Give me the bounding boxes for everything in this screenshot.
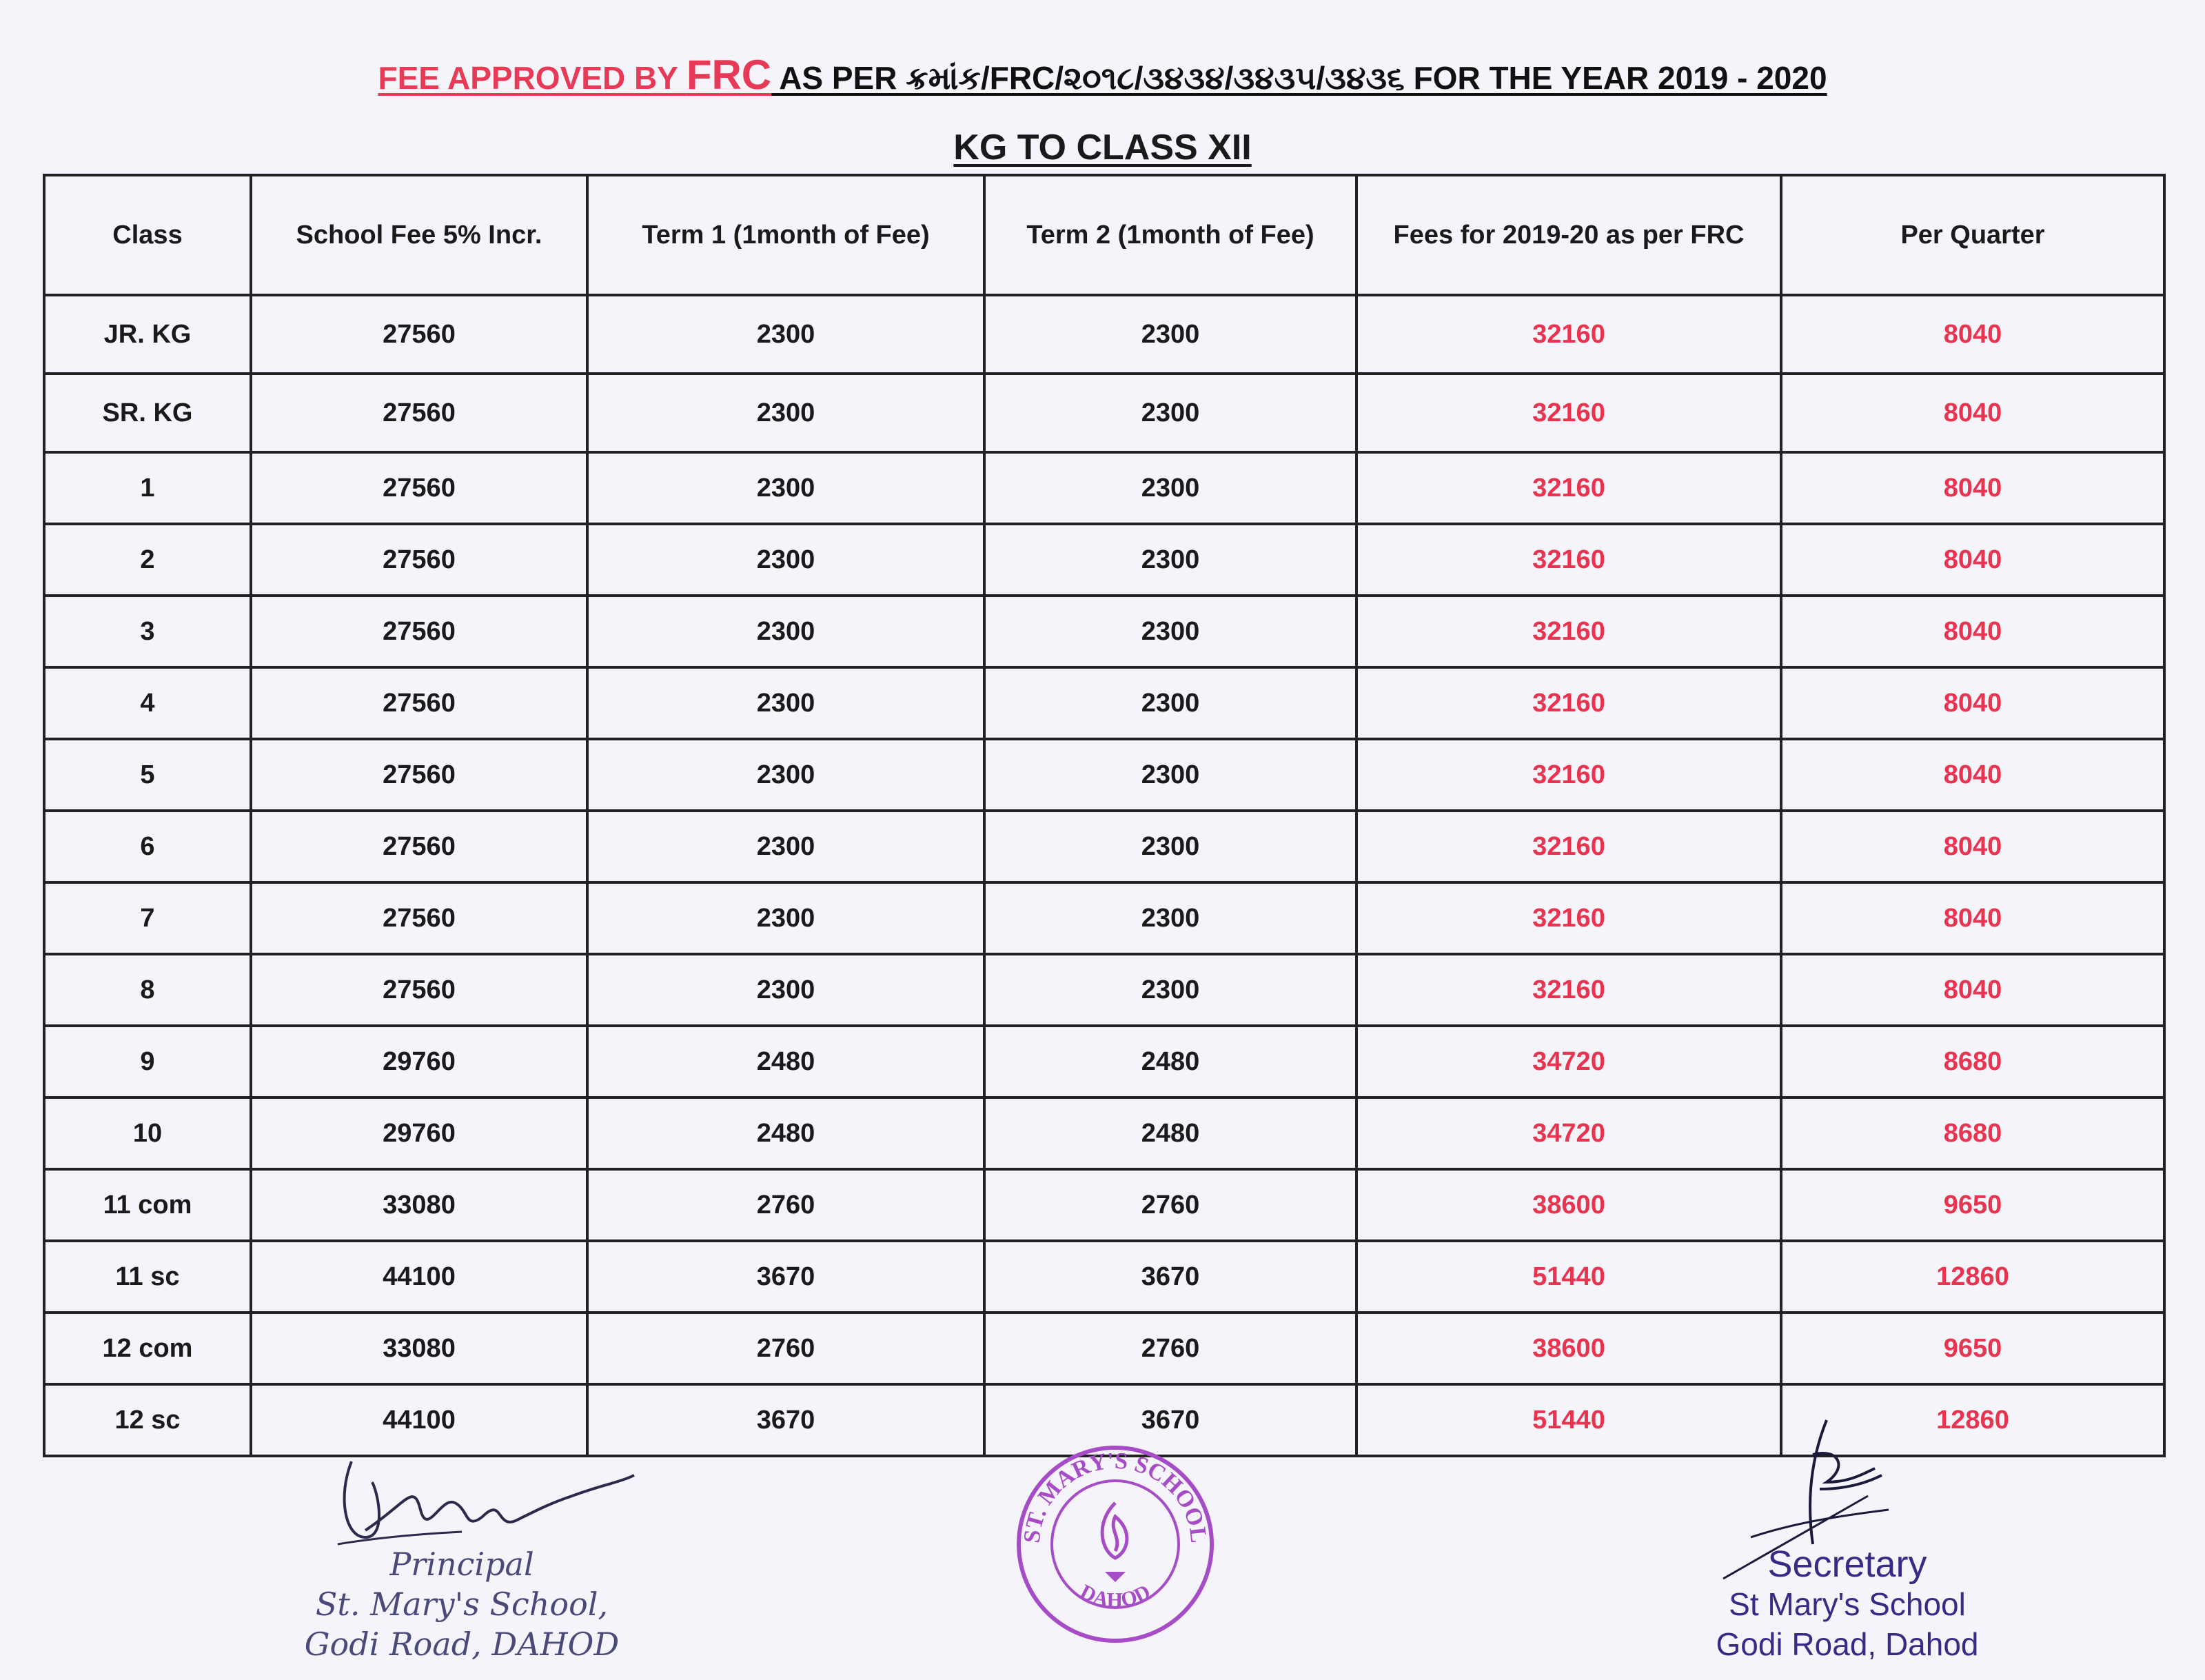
table-cell: SR. KG [44, 374, 251, 452]
table-cell: 2760 [587, 1169, 984, 1241]
table-header-row [44, 175, 2164, 295]
table-cell: 8040 [1781, 739, 2164, 811]
title-approved-text: FEE APPROVED BY [378, 60, 687, 96]
table-cell: 27560 [251, 374, 587, 452]
table-cell: 8040 [1781, 882, 2164, 954]
table-cell: 32160 [1356, 667, 1781, 739]
table-cell: 5 [44, 739, 251, 811]
column-header: School Fee 5% Incr. [251, 175, 587, 295]
table-cell: 2300 [587, 374, 984, 452]
svg-text:DAHOD [1077, 1580, 1155, 1612]
table-cell: 2760 [984, 1313, 1356, 1384]
secretary-block [1668, 1544, 2026, 1664]
table-cell: 9650 [1781, 1169, 2164, 1241]
table-cell: 29760 [251, 1026, 587, 1097]
table-cell: 2300 [587, 596, 984, 667]
table-cell: 32160 [1356, 739, 1781, 811]
table-cell: 3670 [984, 1241, 1356, 1313]
column-header: Term 1 (1month of Fee) [587, 175, 984, 295]
table-row [44, 1097, 2164, 1169]
table-cell: 8680 [1781, 1026, 2164, 1097]
table-cell: 2300 [984, 811, 1356, 882]
table-row [44, 667, 2164, 739]
table-cell: 9650 [1781, 1313, 2164, 1384]
table-cell: 2300 [984, 596, 1356, 667]
table-cell: 12 sc [44, 1384, 251, 1456]
table-row [44, 1169, 2164, 1241]
table-cell: 51440 [1356, 1241, 1781, 1313]
table-cell: 8040 [1781, 954, 2164, 1026]
table-cell: 6 [44, 811, 251, 882]
table-cell: 27560 [251, 596, 587, 667]
table-cell: 2300 [587, 452, 984, 524]
table-cell: 2300 [984, 452, 1356, 524]
table-cell: 44100 [251, 1241, 587, 1313]
secretary-school: St Mary's School [1729, 1586, 1966, 1622]
fee-table [43, 174, 2166, 1457]
table-cell: 2300 [984, 295, 1356, 374]
table-row [44, 295, 2164, 374]
column-header: Class [44, 175, 251, 295]
table-row [44, 374, 2164, 452]
table-cell: 2480 [984, 1097, 1356, 1169]
table-cell: 9 [44, 1026, 251, 1097]
table-cell: 8040 [1781, 596, 2164, 667]
table-cell: JR. KG [44, 295, 251, 374]
table-cell: 8040 [1781, 374, 2164, 452]
principal-role: Principal [389, 1546, 534, 1583]
table-cell: 38600 [1356, 1313, 1781, 1384]
table-cell: 27560 [251, 882, 587, 954]
principal-block [289, 1544, 634, 1664]
table-row [44, 1313, 2164, 1384]
table-cell: 44100 [251, 1384, 587, 1456]
table-cell: 33080 [251, 1169, 587, 1241]
table-cell: 2300 [587, 954, 984, 1026]
secretary-role: Secretary [1767, 1544, 1927, 1585]
table-cell: 2300 [587, 882, 984, 954]
table-cell: 2300 [587, 811, 984, 882]
table-cell: 12860 [1781, 1241, 2164, 1313]
table-cell: 32160 [1356, 954, 1781, 1026]
table-row [44, 954, 2164, 1026]
document-subtitle: KG TO CLASS XII [953, 128, 1252, 168]
table-cell: 8040 [1781, 452, 2164, 524]
table-cell: 8680 [1781, 1097, 2164, 1169]
table-cell: 2300 [984, 374, 1356, 452]
table-row [44, 882, 2164, 954]
table-cell: 8040 [1781, 811, 2164, 882]
table-cell: 2760 [587, 1313, 984, 1384]
document-title [0, 51, 2205, 99]
table-cell: 33080 [251, 1313, 587, 1384]
table-cell: 8040 [1781, 524, 2164, 596]
table-cell: 32160 [1356, 374, 1781, 452]
table-cell: 10 [44, 1097, 251, 1169]
table-cell: 2480 [587, 1097, 984, 1169]
table-cell: 2300 [984, 667, 1356, 739]
table-cell: 12 com [44, 1313, 251, 1384]
table-cell: 8040 [1781, 667, 2164, 739]
table-cell: 32160 [1356, 811, 1781, 882]
table-cell: 2300 [984, 739, 1356, 811]
table-cell: 4 [44, 667, 251, 739]
table-cell: 27560 [251, 954, 587, 1026]
school-seal [1012, 1441, 1219, 1648]
table-cell: 2300 [984, 524, 1356, 596]
table-cell: 11 com [44, 1169, 251, 1241]
secretary-address: Godi Road, Dahod [1716, 1626, 1979, 1662]
table-cell: 34720 [1356, 1026, 1781, 1097]
column-header: Term 2 (1month of Fee) [984, 175, 1356, 295]
table-cell: 3670 [984, 1384, 1356, 1456]
table-cell: 8 [44, 954, 251, 1026]
table-cell: 11 sc [44, 1241, 251, 1313]
table-row [44, 1241, 2164, 1313]
table-cell: 12860 [1781, 1384, 2164, 1456]
table-cell: 7 [44, 882, 251, 954]
table-cell: 29760 [251, 1097, 587, 1169]
table-cell: 2 [44, 524, 251, 596]
fee-table-body [44, 295, 2164, 1456]
table-row [44, 596, 2164, 667]
table-cell: 3670 [587, 1241, 984, 1313]
table-cell: 27560 [251, 667, 587, 739]
table-cell: 32160 [1356, 596, 1781, 667]
table-cell: 3670 [587, 1384, 984, 1456]
table-cell: 2480 [587, 1026, 984, 1097]
table-row [44, 452, 2164, 524]
column-header: Per Quarter [1781, 175, 2164, 295]
seal-bottom-text: DAHOD [1076, 1580, 1155, 1612]
table-cell: 38600 [1356, 1169, 1781, 1241]
table-cell: 34720 [1356, 1097, 1781, 1169]
table-cell: 2300 [587, 295, 984, 374]
table-cell: 2300 [587, 524, 984, 596]
table-cell: 27560 [251, 295, 587, 374]
table-cell: 8040 [1781, 295, 2164, 374]
title-frc-text: FRC [686, 52, 772, 98]
table-row [44, 811, 2164, 882]
title-reference-text: AS PER ક્રમાંક/FRC/૨૦૧૮/૩૪૩૪/૩૪૩૫/૩૪૩૬ FOR THE YEAR 2019 - 2020 [771, 60, 1827, 96]
table-row [44, 1026, 2164, 1097]
table-cell: 2760 [984, 1169, 1356, 1241]
table-cell: 2480 [984, 1026, 1356, 1097]
seal-top-text: ST. MARY'S SCHOOL [1019, 1448, 1212, 1544]
table-cell: 27560 [251, 524, 587, 596]
table-cell: 32160 [1356, 452, 1781, 524]
table-row [44, 739, 2164, 811]
table-row [44, 524, 2164, 596]
table-cell: 27560 [251, 739, 587, 811]
table-cell: 3 [44, 596, 251, 667]
principal-school: St. Mary's School, [315, 1586, 609, 1623]
table-cell: 51440 [1356, 1384, 1781, 1456]
table-cell: 32160 [1356, 882, 1781, 954]
table-cell: 2300 [587, 667, 984, 739]
principal-address: Godi Road, DAHOD [304, 1626, 620, 1663]
column-header: Fees for 2019-20 as per FRC [1356, 175, 1781, 295]
table-cell: 2300 [984, 954, 1356, 1026]
table-cell: 27560 [251, 452, 587, 524]
table-cell: 2300 [984, 882, 1356, 954]
table-cell: 1 [44, 452, 251, 524]
table-cell: 32160 [1356, 524, 1781, 596]
table-cell: 32160 [1356, 295, 1781, 374]
table-cell: 27560 [251, 811, 587, 882]
table-cell: 2300 [587, 739, 984, 811]
